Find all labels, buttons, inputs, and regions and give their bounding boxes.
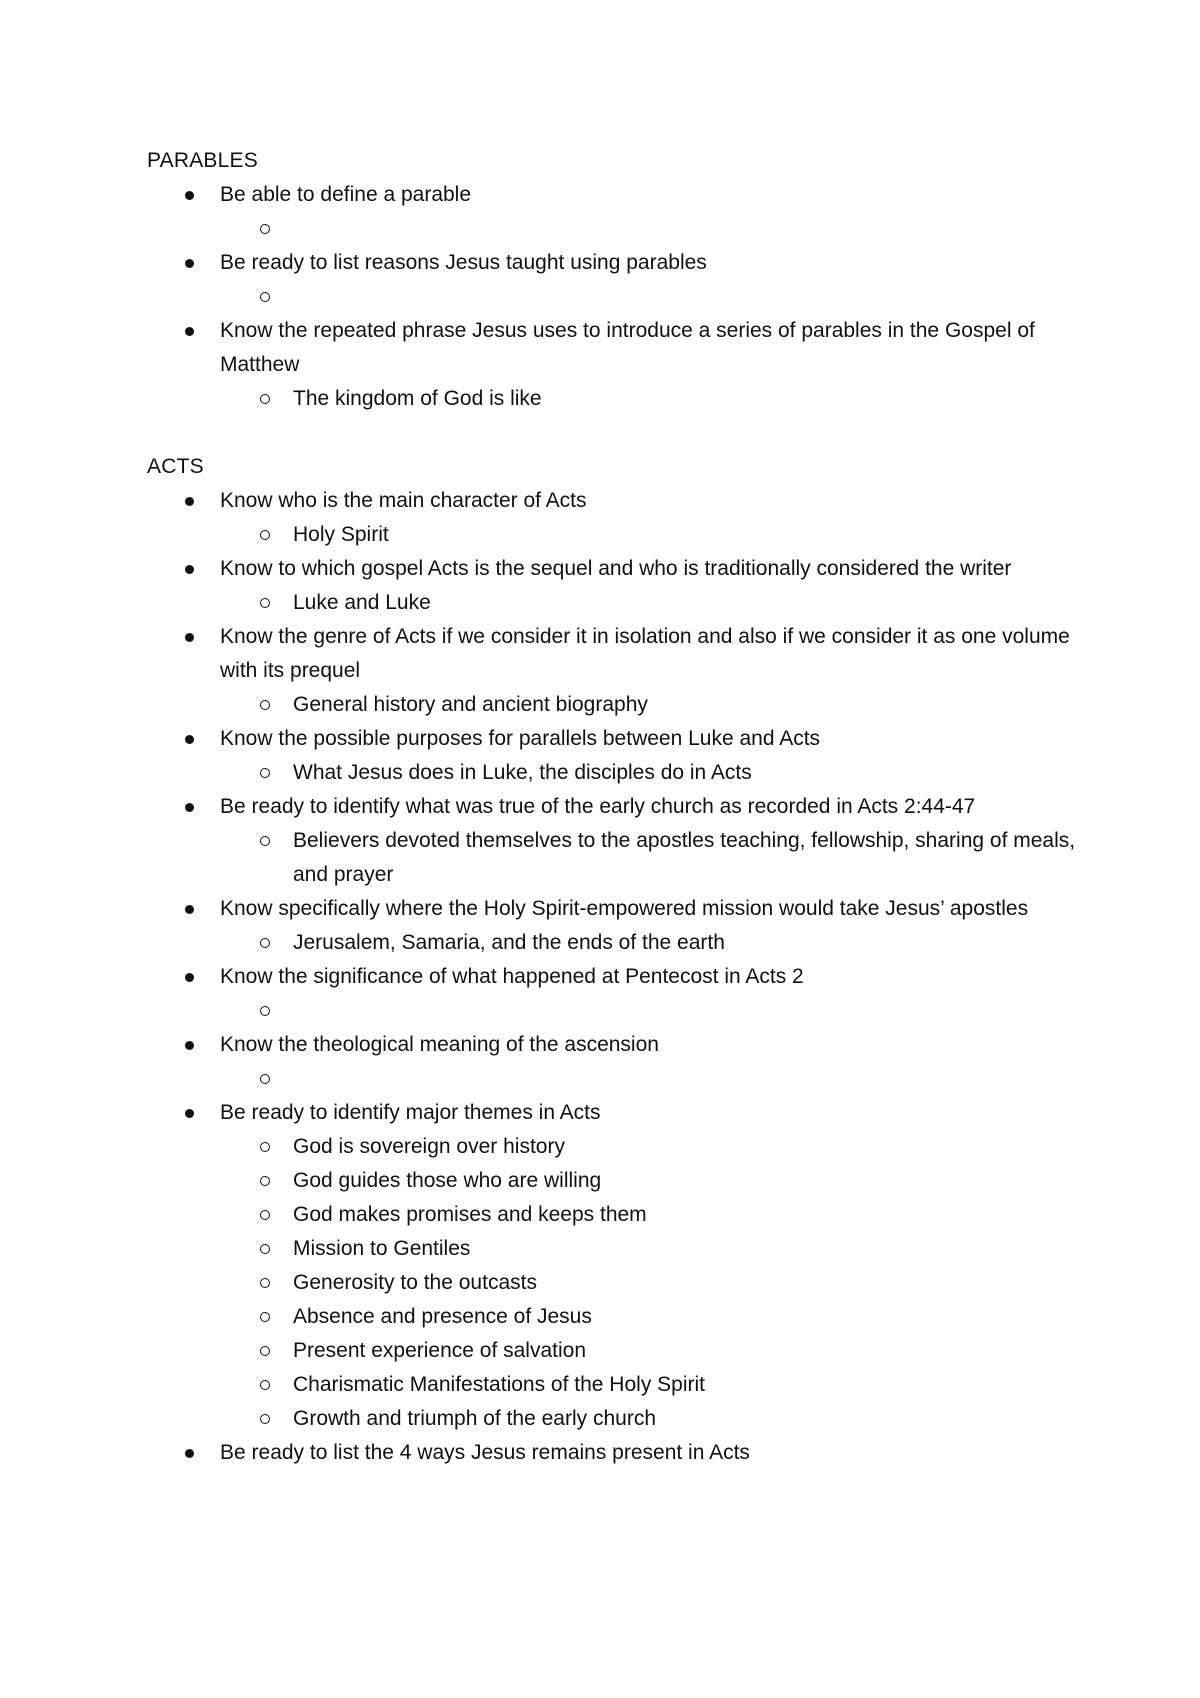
hollow-bullet-icon	[260, 1278, 270, 1288]
sub-bullet-list	[220, 1062, 1077, 1096]
list-item	[147, 960, 1077, 1028]
filled-bullet-icon	[185, 735, 194, 744]
hollow-bullet-icon	[260, 1210, 270, 1220]
hollow-bullet-icon	[260, 394, 270, 404]
sub-list-item-text: The kingdom of God is like	[293, 387, 542, 410]
bullet-list	[147, 178, 1077, 416]
sub-list-item-text: What Jesus does in Luke, the disciples do in Acts	[293, 761, 752, 784]
list-item	[147, 484, 1077, 552]
hollow-bullet-icon	[260, 938, 270, 948]
sub-list-item-text: God makes promises and keeps them	[293, 1203, 647, 1226]
filled-bullet-icon	[185, 803, 194, 812]
filled-bullet-icon	[185, 259, 194, 268]
filled-bullet-icon	[185, 1041, 194, 1050]
sub-bullet-list	[220, 382, 1077, 416]
sub-list-item	[220, 1402, 1077, 1436]
sub-list-item	[220, 1266, 1077, 1300]
filled-bullet-icon	[185, 905, 194, 914]
sub-list-item	[220, 586, 1077, 620]
sub-list-item	[220, 926, 1077, 960]
list-item-text: Know the possible purposes for parallels between Luke and Acts	[220, 727, 821, 750]
sub-list-item	[220, 1368, 1077, 1402]
document-content	[147, 144, 1077, 1470]
sub-list-item	[220, 1334, 1077, 1368]
list-item-text: Be ready to identify major themes in Acts	[220, 1101, 601, 1124]
sub-list-item-text: Believers devoted themselves to the apostles teaching, fellowship, sharing of meals, and prayer	[293, 829, 1076, 886]
list-item-text: Be ready to list the 4 ways Jesus remains present in Acts	[220, 1441, 750, 1464]
hollow-bullet-icon	[260, 224, 270, 234]
hollow-bullet-icon	[260, 1244, 270, 1254]
list-item	[147, 246, 1077, 314]
sub-bullet-list	[220, 1130, 1077, 1436]
sub-list-item-text: God guides those who are willing	[293, 1169, 602, 1192]
hollow-bullet-icon	[260, 1346, 270, 1356]
sub-list-item	[220, 1164, 1077, 1198]
filled-bullet-icon	[185, 497, 194, 506]
hollow-bullet-icon	[260, 530, 270, 540]
hollow-bullet-icon	[260, 1380, 270, 1390]
filled-bullet-icon	[185, 1109, 194, 1118]
list-item-text: Know the repeated phrase Jesus uses to introduce a series of parables in the Gospel of Matthew	[220, 319, 1035, 376]
list-item-text: Be ready to identify what was true of the early church as recorded in Acts 2:44-47	[220, 795, 976, 818]
sub-list-item	[220, 824, 1077, 892]
sub-bullet-list	[220, 280, 1077, 314]
list-item	[147, 314, 1077, 416]
sub-list-item-text: Holy Spirit	[293, 523, 389, 546]
sub-list-item-text: Present experience of salvation	[293, 1339, 587, 1362]
filled-bullet-icon	[185, 327, 194, 336]
list-item	[147, 790, 1077, 892]
sub-list-item	[220, 1198, 1077, 1232]
hollow-bullet-icon	[260, 598, 270, 608]
hollow-bullet-icon	[260, 1414, 270, 1424]
list-item-text: Know to which gospel Acts is the sequel and who is traditionally considered the writer	[220, 557, 1012, 580]
list-item	[147, 1096, 1077, 1436]
list-item	[147, 1436, 1077, 1470]
hollow-bullet-icon	[260, 1176, 270, 1186]
sub-list-item-text: Generosity to the outcasts	[293, 1271, 537, 1294]
list-item-text: Know who is the main character of Acts	[220, 489, 587, 512]
sub-bullet-list	[220, 756, 1077, 790]
list-item-text: Know the genre of Acts if we consider it in isolation and also if we consider it as one volume with its prequel	[220, 625, 1070, 682]
sub-bullet-list	[220, 994, 1077, 1028]
sub-list-item-text: Jerusalem, Samaria, and the ends of the earth	[293, 931, 725, 954]
hollow-bullet-icon	[260, 1142, 270, 1152]
list-item	[147, 552, 1077, 620]
sub-list-item-text: God is sovereign over history	[293, 1135, 565, 1158]
list-item	[147, 1028, 1077, 1096]
sub-list-item	[220, 1130, 1077, 1164]
hollow-bullet-icon	[260, 768, 270, 778]
filled-bullet-icon	[185, 565, 194, 574]
hollow-bullet-icon	[260, 292, 270, 302]
sub-list-item	[220, 1062, 1077, 1096]
sub-list-item	[220, 1300, 1077, 1334]
sub-list-item	[220, 994, 1077, 1028]
sub-list-item-text: General history and ancient biography	[293, 693, 648, 716]
bullet-list	[147, 484, 1077, 1470]
list-item	[147, 178, 1077, 246]
sub-list-item-text: Charismatic Manifestations of the Holy Spirit	[293, 1373, 705, 1396]
sub-list-item	[220, 518, 1077, 552]
list-item	[147, 892, 1077, 960]
sub-list-item	[220, 756, 1077, 790]
list-item-text: Know specifically where the Holy Spirit-empowered mission would take Jesus’ apostles	[220, 897, 1029, 920]
hollow-bullet-icon	[260, 836, 270, 846]
hollow-bullet-icon	[260, 1006, 270, 1016]
hollow-bullet-icon	[260, 1074, 270, 1084]
filled-bullet-icon	[185, 973, 194, 982]
section-title: ACTS	[147, 455, 204, 478]
sub-list-item	[220, 688, 1077, 722]
list-item	[147, 620, 1077, 722]
list-item-text: Be able to define a parable	[220, 183, 472, 206]
list-item-text: Know the significance of what happened at Pentecost in Acts 2	[220, 965, 804, 988]
sub-list-item-text: Mission to Gentiles	[293, 1237, 471, 1260]
sub-list-item	[220, 212, 1077, 246]
sub-list-item-text: Growth and triumph of the early church	[293, 1407, 657, 1430]
sub-bullet-list	[220, 926, 1077, 960]
sub-bullet-list	[220, 688, 1077, 722]
sub-list-item	[220, 382, 1077, 416]
section-title: PARABLES	[147, 149, 258, 172]
sub-bullet-list	[220, 212, 1077, 246]
hollow-bullet-icon	[260, 700, 270, 710]
filled-bullet-icon	[185, 1449, 194, 1458]
sub-list-item-text: Luke and Luke	[293, 591, 431, 614]
sub-bullet-list	[220, 518, 1077, 552]
sub-list-item	[220, 1232, 1077, 1266]
sub-list-item-text: Absence and presence of Jesus	[293, 1305, 592, 1328]
sub-bullet-list	[220, 824, 1077, 892]
filled-bullet-icon	[185, 633, 194, 642]
list-item-text: Know the theological meaning of the ascension	[220, 1033, 659, 1056]
list-item	[147, 722, 1077, 790]
sub-list-item	[220, 280, 1077, 314]
sub-bullet-list	[220, 586, 1077, 620]
filled-bullet-icon	[185, 191, 194, 200]
list-item-text: Be ready to list reasons Jesus taught using parables	[220, 251, 707, 274]
hollow-bullet-icon	[260, 1312, 270, 1322]
section-spacer	[147, 416, 1077, 450]
